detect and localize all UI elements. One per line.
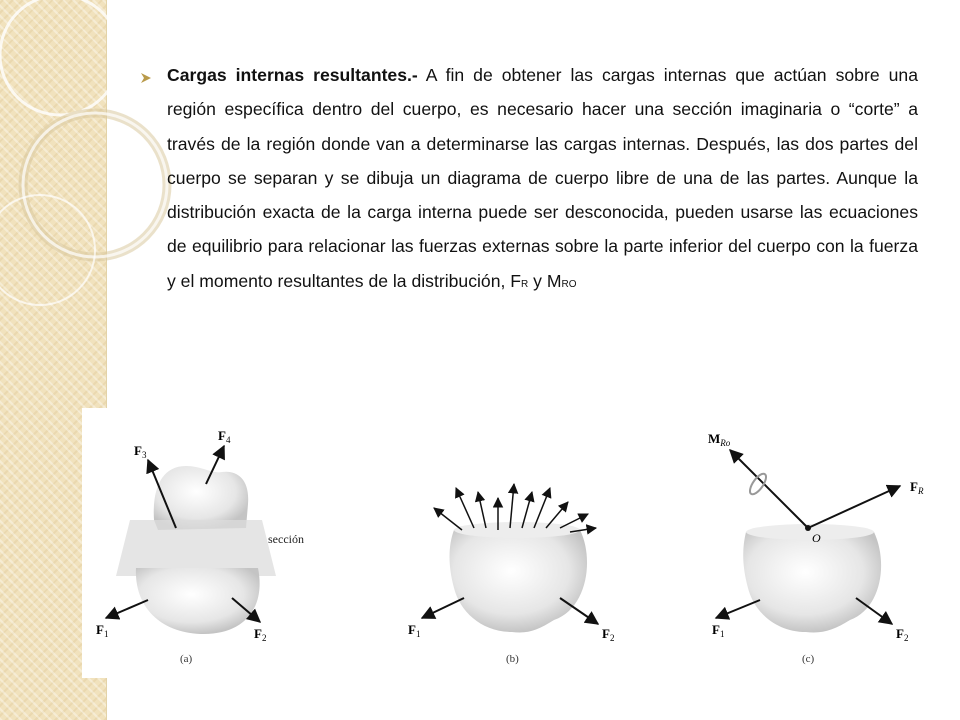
conjunction: y xyxy=(533,270,542,291)
f1-label-b: $F_1$ xyxy=(408,622,421,639)
f3-label: $F_3$ xyxy=(134,443,147,460)
body-lower-a xyxy=(136,568,260,634)
f2-label-b: $F_2$ xyxy=(602,626,615,643)
m-ro-label: $M_{Ro}$ xyxy=(708,431,731,448)
point-o-label: O xyxy=(812,531,821,545)
section-label: sección xyxy=(268,532,304,546)
main-paragraph xyxy=(167,58,918,302)
f4-label: $F_4$ xyxy=(218,428,231,445)
f2-label-a: $F_2$ xyxy=(254,626,267,643)
caption-a: (a) xyxy=(180,653,193,665)
body-c xyxy=(743,532,881,633)
section-plane xyxy=(116,520,276,576)
fr-label-c: $F_R$ xyxy=(910,479,924,496)
f2-label-c: $F_2$ xyxy=(896,626,909,643)
paragraph-body: A fin de obtener las cargas internas que actúan sobre una región específica dentro del cuerpo, es necesario hacer una sección imaginaria o “corte” a través de la región donde van a determinarse las cargas internas. Después, las dos partes del cuerpo se separan y se dibuja un diagrama de cuerpo libre de una de las partes. Aunque la distribución exacta de la carga interna puede ser desconocida, pueden usarse las ecuaciones de equilibrio para relacionar las fuerzas externas sobre la parte inferior del cuerpo con la fuerza y el momento resultantes de la distribución, xyxy=(167,65,918,291)
free-body-diagram-figure xyxy=(82,408,960,678)
caption-c: (c) xyxy=(802,653,815,665)
body-b xyxy=(450,530,588,633)
fr-symbol: FR xyxy=(510,270,529,291)
paragraph-heading: Cargas internas resultantes.- xyxy=(167,65,418,85)
content-text-block xyxy=(140,58,918,302)
f1-label-a: $F_1$ xyxy=(96,622,109,639)
caption-b: (b) xyxy=(506,653,519,665)
panel-c xyxy=(708,431,924,665)
panel-a xyxy=(96,428,304,665)
f1-label-c: $F_1$ xyxy=(712,622,725,639)
arrow-bullet-icon xyxy=(140,72,152,84)
mro-symbol: MRO xyxy=(546,270,577,291)
panel-b xyxy=(408,484,614,665)
